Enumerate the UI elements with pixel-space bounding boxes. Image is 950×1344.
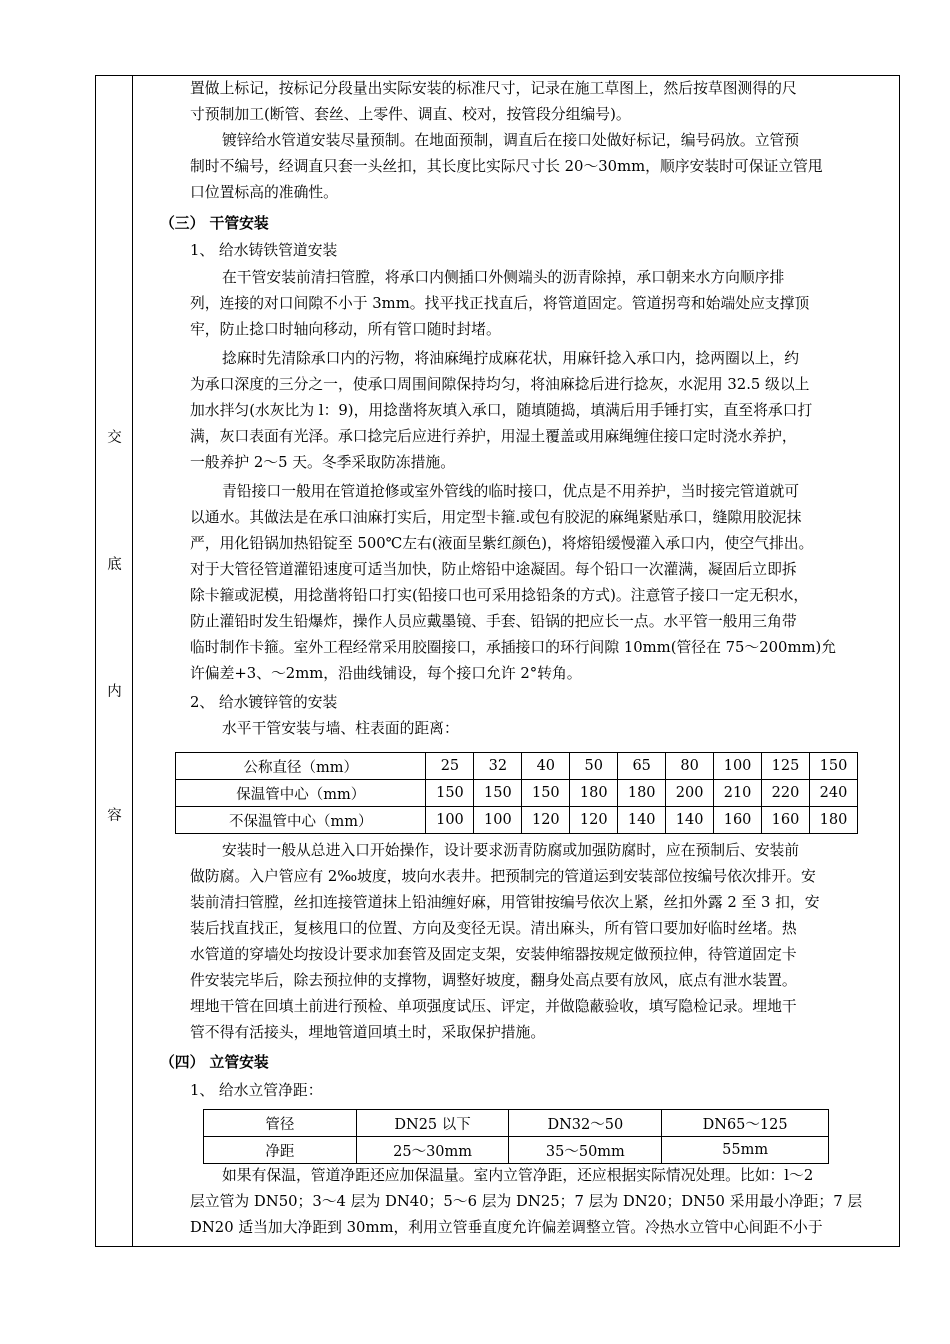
table-cell: 80 xyxy=(666,753,714,780)
table-cell: 240 xyxy=(809,780,857,807)
table-cell: DN25 以下 xyxy=(356,1110,509,1137)
table-row xyxy=(176,753,858,780)
text-line: 对于大管径管道灌铅速度可适当加快，防止熔铅中途凝固。每个铅口一次灌满，凝固后立即拆 xyxy=(190,561,797,578)
text-line: 牢，防止捻口时轴向移动，所有管口随时封堵。 xyxy=(190,321,501,338)
table-cell: 120 xyxy=(570,807,618,834)
table-cell: 125 xyxy=(762,753,810,780)
text-line: 严，用化铅锅加热铅锭至 500℃左右(液面呈紫红颜色)，将熔铅缓慢灌入承口内，使空气排出。 xyxy=(190,535,814,552)
table-row xyxy=(176,780,858,807)
text-line: 寸预制加工(断管、套丝、上零件、调直、校对，按管段分组编号)。 xyxy=(190,106,631,123)
table-cell: 25～30mm xyxy=(356,1137,509,1164)
section-title: （三） 干管安装 xyxy=(160,215,269,232)
text-line: 满，灰口表面有光泽。承口捻完后应进行养护，用湿土覆盖或用麻绳缠住接口定时浇水养护， xyxy=(190,428,797,445)
table-cell: 180 xyxy=(618,780,666,807)
table-cell: 100 xyxy=(474,807,522,834)
text-line: 置做上标记，按标记分段量出实际安装的标准尺寸，记录在施工草图上，然后按草图测得的尺 xyxy=(190,80,797,97)
table-cell: 210 xyxy=(714,780,762,807)
table-cell: 220 xyxy=(762,780,810,807)
table-cell: 150 xyxy=(426,780,474,807)
text-line: 除卡箍或泥模，用捻凿将铅口打实(铅接口也可采用捻铅条的方式)。注意管子接口一定无积水， xyxy=(190,587,809,604)
table-cell: 180 xyxy=(570,780,618,807)
text-line: 装前清扫管膛，丝扣连接管道抹上铅油缠好麻，用管钳按编号依次上紧，丝扣外露 2 至 3 扣，安 xyxy=(190,894,820,911)
text-line: 防止灌铅时发生铅爆炸，操作人员应戴墨镜、手套、铅锅的把应长一点。水平管一般用三角带 xyxy=(190,613,797,630)
subsection-title: 1、 给水铸铁管道安装 xyxy=(190,242,338,259)
table-cell: 35～50mm xyxy=(509,1137,662,1164)
side-label-char: 内 xyxy=(107,684,122,700)
table-cell: 150 xyxy=(522,780,570,807)
table-cell: 65 xyxy=(618,753,666,780)
text-line: 装后找直找正，复核甩口的位置、方向及变径无误。清出麻头，所有管口要加好临时丝堵。热 xyxy=(190,920,797,937)
text-line: 加水拌匀(水灰比为 l：9)，用捻凿将灰填入承口，随填随捣，填满后用手锤打实，直至将承口打 xyxy=(190,402,813,419)
text-line: 为承口深度的三分之一，使承口周围间隙保持均匀，将油麻捻后进行捻灰，水泥用 32.5 级以上 xyxy=(190,376,810,393)
table-cell: 管径 xyxy=(204,1110,357,1137)
text-line: 水管道的穿墙处均按设计要求加套管及固定支架，安装伸缩器按规定做预拉伸，待管道固定卡 xyxy=(190,946,797,963)
distance-table xyxy=(175,752,858,834)
text-line: 捻麻时先清除承口内的污物，将油麻绳拧成麻花状，用麻钎捻入承口内，捻两圈以上，约 xyxy=(222,350,800,367)
table-cell: DN65～125 xyxy=(662,1110,829,1137)
subsection-title: 2、 给水镀锌管的安装 xyxy=(190,694,338,711)
clearance-table xyxy=(203,1109,829,1164)
text-line: 层立管为 DN50；3～4 层为 DN40；5～6 层为 DN25；7 层为 DN20；DN50 采用最小净距；7 层 xyxy=(190,1193,863,1210)
table-cell: 200 xyxy=(666,780,714,807)
text-line: 以通水。其做法是在承口油麻打实后，用定型卡箍.或包有胶泥的麻绳紧贴承口，缝隙用胶泥抹 xyxy=(190,509,802,526)
table-cell: 净距 xyxy=(204,1137,357,1164)
side-label-char: 交 xyxy=(107,430,122,446)
table-cell: 25 xyxy=(426,753,474,780)
table-row-label: 公称直径（mm） xyxy=(176,753,426,780)
text-line: 许偏差+3、～2mm，沿曲线铺设，每个接口允许 2°转角。 xyxy=(190,665,582,682)
text-line: 制时不编号，经调直只套一头丝扣，其长度比实际尺寸长 20～30mm，顺序安装时可保证立管甩 xyxy=(190,158,823,175)
side-label-char: 容 xyxy=(107,808,122,824)
table-cell: 150 xyxy=(809,753,857,780)
text-line: 在干管安装前清扫管膛，将承口内侧插口外侧端头的沥青除掉，承口朝来水方向顺序排 xyxy=(222,269,785,286)
table-cell: 140 xyxy=(618,807,666,834)
side-label-column xyxy=(96,76,133,1246)
text-line: 埋地干管在回填土前进行预检、单项强度试压、评定，并做隐蔽验收，填写隐检记录。埋地干 xyxy=(190,998,797,1015)
table-cell: 40 xyxy=(522,753,570,780)
table-row xyxy=(176,807,858,834)
table-cell: 120 xyxy=(522,807,570,834)
text-line: DN20 适当加大净距到 30mm，利用立管垂直度允许偏差调整立管。冷热水立管中心间距不小于 xyxy=(190,1219,823,1236)
table-row-label: 保温管中心（mm） xyxy=(176,780,426,807)
table-cell: 180 xyxy=(809,807,857,834)
text-line: 件安装完毕后，除去预拉伸的支撑物，调整好坡度，翻身处高点要有放风，底点有泄水装置。 xyxy=(190,972,797,989)
text-line: 如果有保温，管道净距还应加保温量。室内立管净距，还应根据实际情况处理。比如：l～2 xyxy=(222,1167,814,1184)
text-line: 列，连接的对口间隙不小于 3mm。找平找正找直后，将管道固定。管道拐弯和始端处应支撑顶 xyxy=(190,295,810,312)
table-cell: DN32～50 xyxy=(509,1110,662,1137)
text-line: 做防腐。入户管应有 2‰坡度，坡向水表井。把预制完的管道运到安装部位按编号依次排开。安 xyxy=(190,868,816,885)
text-line: 安装时一般从总进入口开始操作，设计要求沥青防腐或加强防腐时，应在预制后、安装前 xyxy=(222,842,800,859)
table-cell: 32 xyxy=(474,753,522,780)
side-label-char: 底 xyxy=(107,557,122,573)
table-cell: 55mm xyxy=(662,1137,829,1164)
subsection-title: 1、 给水立管净距： xyxy=(190,1082,323,1099)
table-cell: 100 xyxy=(426,807,474,834)
text-line: 口位置标高的准确性。 xyxy=(190,184,338,201)
table-cell: 160 xyxy=(714,807,762,834)
text-line: 临时制作卡箍。室外工程经常采用胶圈接口，承插接口的环行间隙 10mm(管径在 75～200mm)允 xyxy=(190,639,837,656)
table-row-label: 不保温管中心（mm） xyxy=(176,807,426,834)
text-line: 管不得有活接头，埋地管道回填土时，采取保护措施。 xyxy=(190,1024,546,1041)
text-line: 一般养护 2～5 天。冬季采取防冻措施。 xyxy=(190,454,455,471)
text-line: 青铅接口一般用在管道抢修或室外管线的临时接口，优点是不用养护，当时接完管道就可 xyxy=(222,483,800,500)
table-cell: 160 xyxy=(762,807,810,834)
table-cell: 50 xyxy=(570,753,618,780)
text-line: 镀锌给水管道安装尽量预制。在地面预制，调直后在接口处做好标记，编号码放。立管预 xyxy=(222,132,800,149)
table-cell: 140 xyxy=(666,807,714,834)
table-cell: 150 xyxy=(474,780,522,807)
table-caption: 水平干管安装与墙、柱表面的距离： xyxy=(222,720,459,737)
section-title: （四） 立管安装 xyxy=(160,1054,269,1071)
table-cell: 100 xyxy=(714,753,762,780)
